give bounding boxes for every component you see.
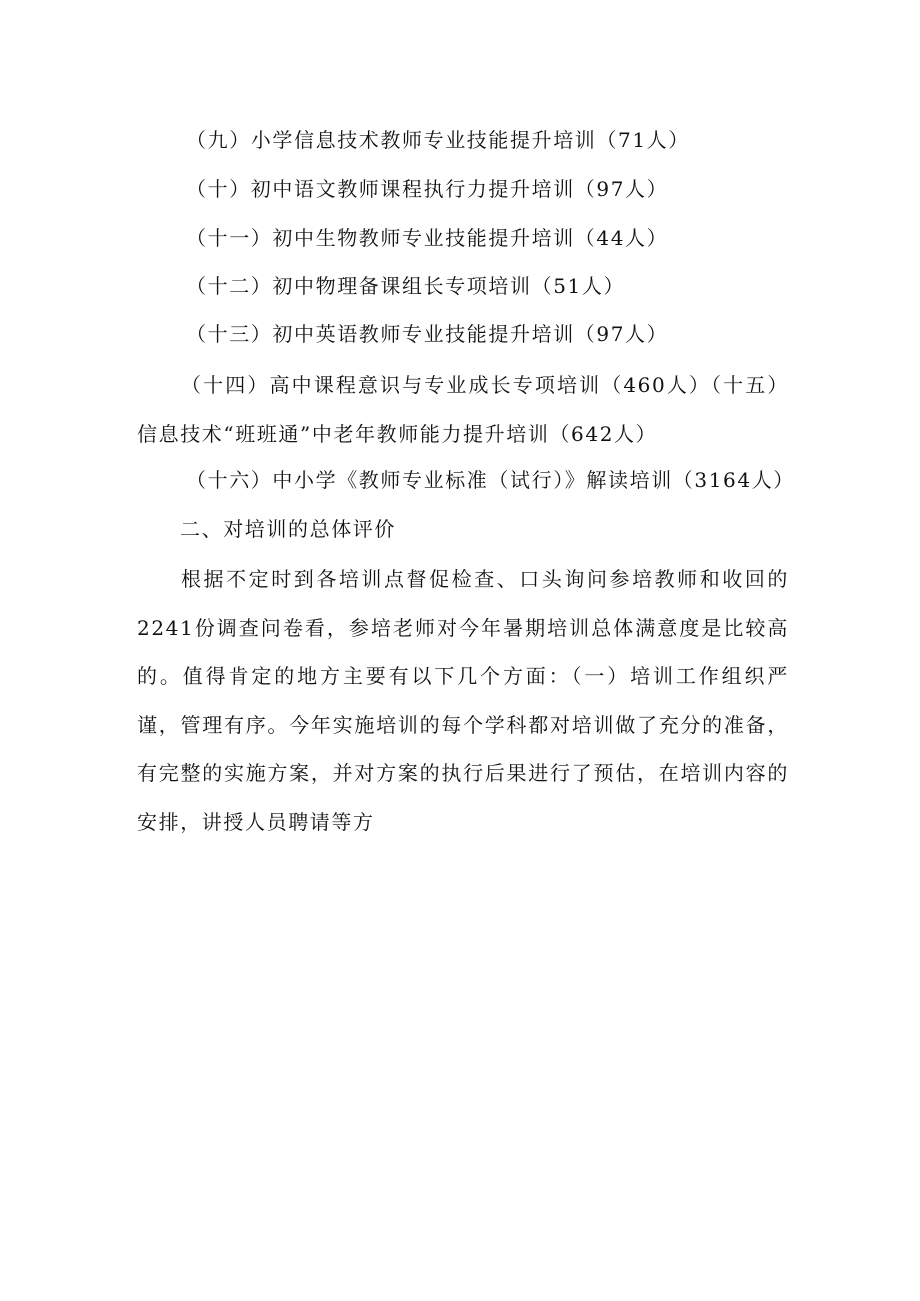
- training-item-13: （十三）初中英语教师专业技能提升培训（97人）: [186, 322, 669, 346]
- training-item-11: （十一）初中生物教师专业技能提升培训（44人）: [186, 226, 669, 250]
- training-item-12: （十二）初中物理备课组长专项培训（51人）: [186, 274, 626, 298]
- training-item-14-15: （十四）高中课程意识与专业成长专项培训（460人）（十五）信息技术“班班通”中老年教师能力提升培训（642人）: [137, 373, 789, 446]
- section-heading: 二、对培训的总体评价: [180, 517, 396, 541]
- training-item-9: （九）小学信息技术教师专业技能提升培训（71人）: [186, 128, 690, 152]
- evaluation-paragraph: 根据不定时到各培训点督促检查、口头询问参培教师和收回的2241份调查问卷看，参培老师对今年暑期培训总体满意度是比较高的。值得肯定的地方主要有以下几个方面：（一）培训工作组织严谨，管理有序。今年实施培训的每个学科都对培训做了充分的准备，有完整的实施方案，并对方案的执行后果进行了预估，在培训内容的安排，讲授人员聘请等方: [137, 567, 789, 834]
- training-item-16: （十六）中小学《教师专业标准（试行）》解读培训（3164人）: [186, 468, 795, 492]
- training-item-10: （十）初中语文教师课程执行力提升培训（97人）: [186, 177, 669, 201]
